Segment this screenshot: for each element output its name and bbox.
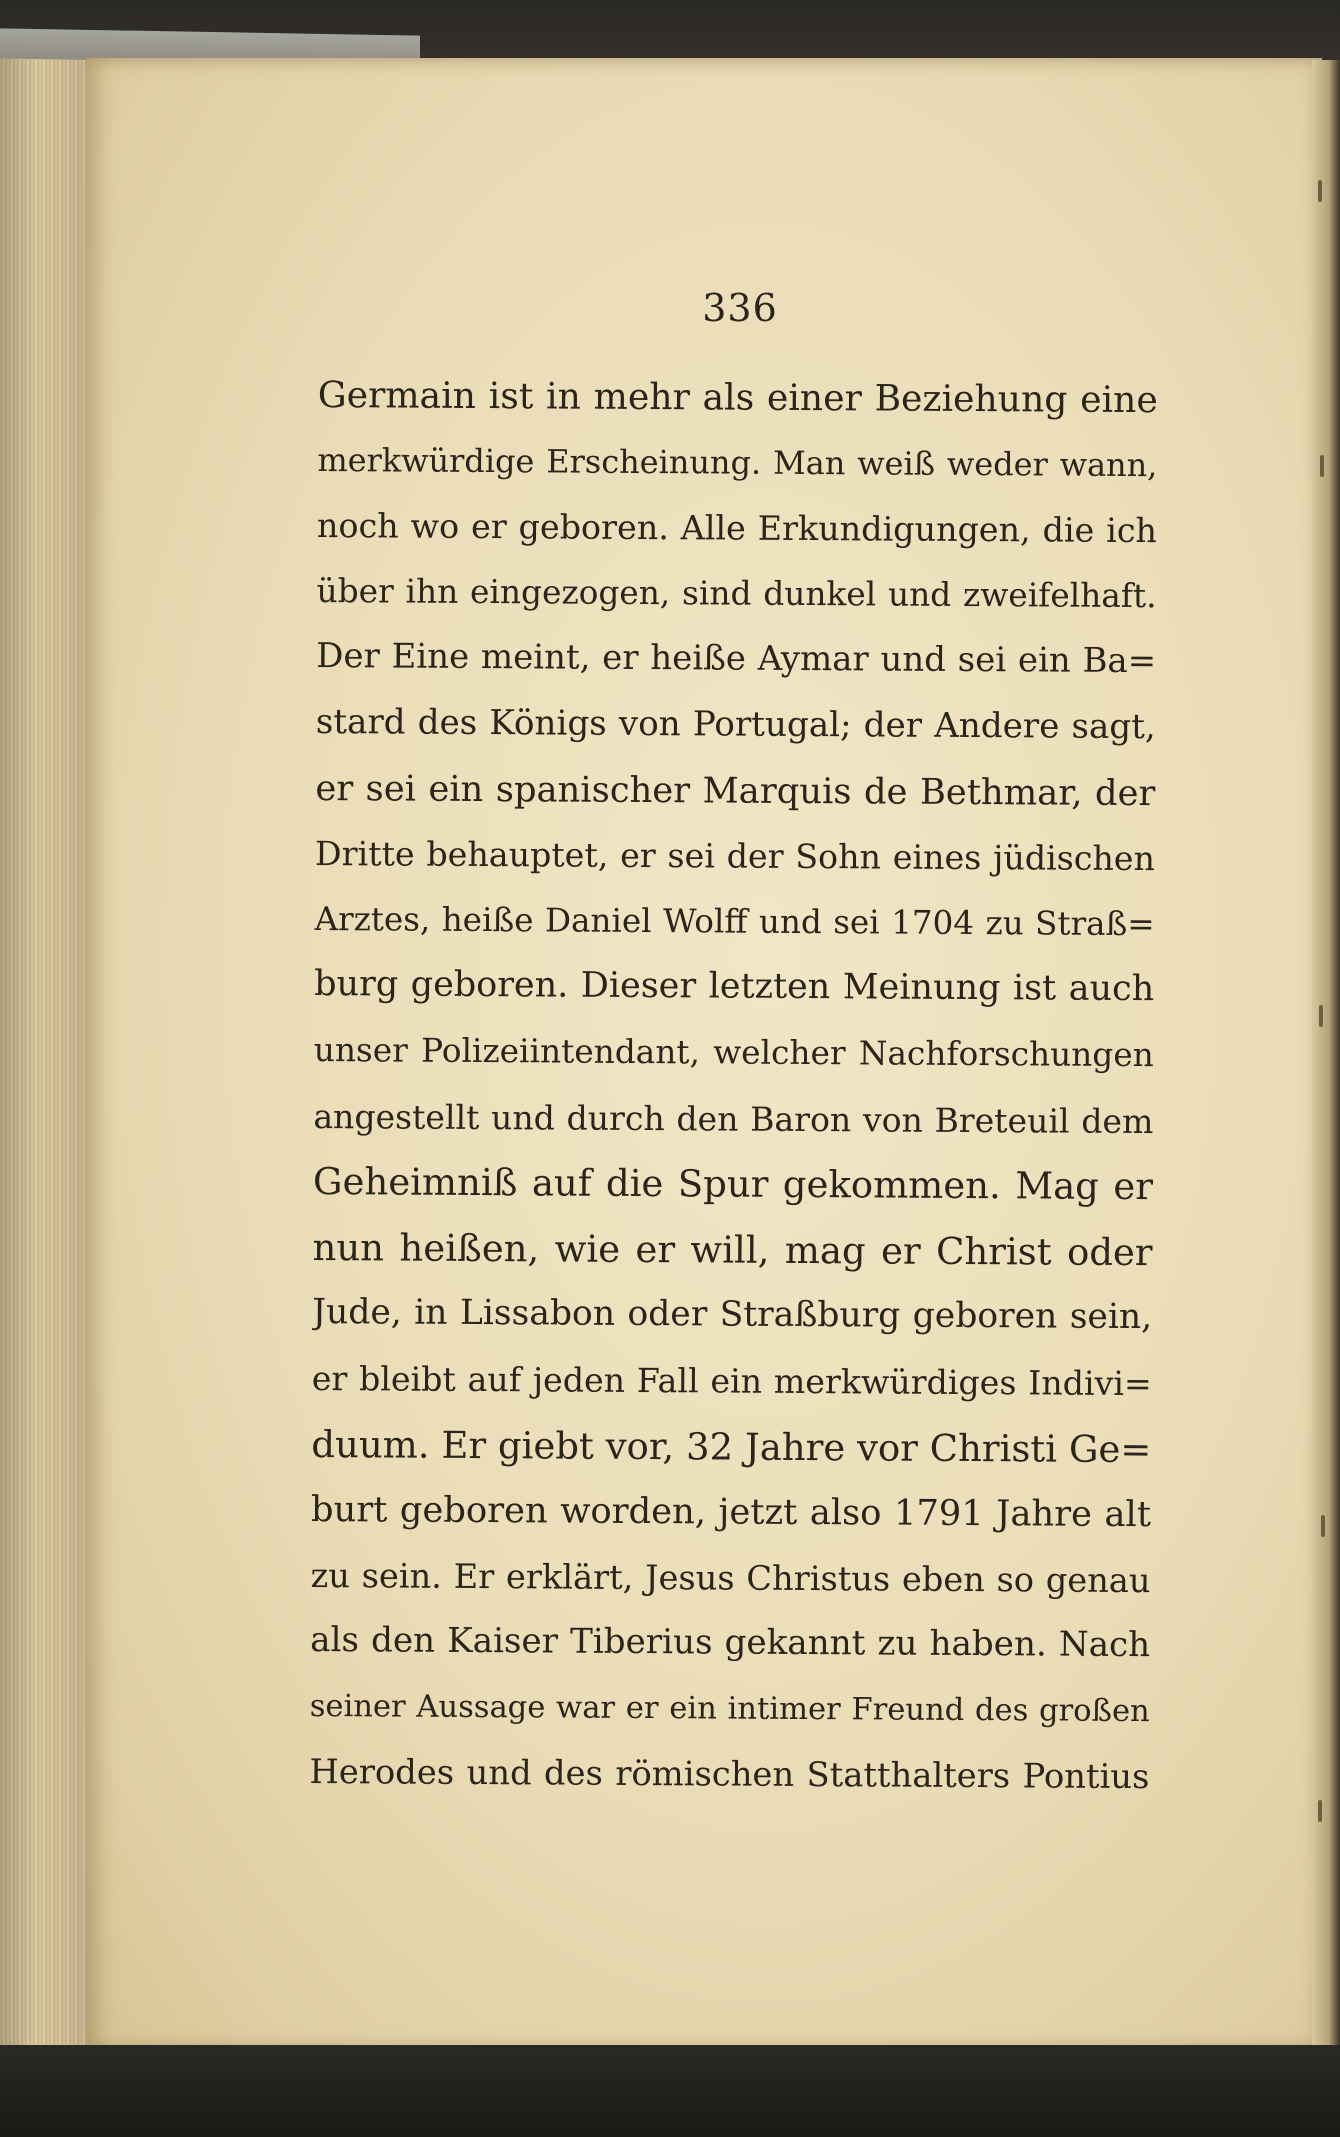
text-line: unser Polizeiintendant, welcher Nachforschungen (313, 1030, 1154, 1075)
text-line: als den Kaiser Tiberius gekannt zu haben. Nach (310, 1620, 1151, 1666)
page-number: 336 (702, 286, 778, 330)
margin-mark (1319, 1005, 1323, 1027)
page-stack-edge (0, 50, 94, 2050)
text-line: stard des Königs von Portugal; der Andere sagt, (315, 701, 1156, 748)
body-text (309, 362, 1158, 1810)
text-line: duum. Er giebt vor, 32 Jahre vor Christi Ge= (311, 1422, 1152, 1471)
right-page-edge (1312, 60, 1340, 2050)
text-line: burg geboren. Dieser letzten Meinung ist auch (314, 964, 1155, 1010)
text-line: er sei ein spanischer Marquis de Bethmar, der (315, 767, 1156, 814)
margin-mark (1318, 1800, 1322, 1822)
margin-mark (1320, 455, 1324, 477)
text-line: Germain ist in mehr als einer Beziehung eine (317, 372, 1158, 422)
text-line: Der Eine meint, er heiße Aymar und sei ein Ba= (316, 636, 1157, 682)
text-line: seiner Aussage war er ein intimer Freund des großen (309, 1688, 1150, 1729)
text-line: nun heißen, wie er will, mag er Christ oder (312, 1225, 1153, 1274)
text-line: Geheimniß auf die Spur gekommen. Mag er (312, 1160, 1154, 1209)
text-line: Dritte behauptet, er sei der Sohn eines jüdischen (314, 834, 1156, 879)
bottom-dark-border (0, 2045, 1340, 2137)
text-line: Jude, in Lissabon oder Straßburg geboren sein, (312, 1292, 1153, 1338)
text-line: merkwürdige Erscheinung. Man weiß weder wann, (317, 440, 1158, 484)
margin-mark (1318, 180, 1322, 202)
text-line: Herodes und des römischen Statthalters Pontius (309, 1752, 1150, 1797)
text-line: angestellt und durch den Baron von Breteuil dem (313, 1096, 1154, 1141)
text-line: über ihn eingezogen, sind dunkel und zweifelhaft. (316, 571, 1157, 615)
text-line: zu sein. Er erklärt, Jesus Christus eben so genau (310, 1555, 1151, 1600)
text-line: er bleibt auf jeden Fall ein merkwürdiges Indivi= (311, 1358, 1152, 1404)
text-line: Arztes, heiße Daniel Wolff und sei 1704 zu Straß= (314, 899, 1155, 943)
margin-mark (1321, 1515, 1325, 1537)
text-line: burt geboren worden, jetzt also 1791 Jahre alt (310, 1489, 1152, 1536)
text-line: noch wo er geboren. Alle Erkundigungen, die ich (316, 506, 1158, 551)
